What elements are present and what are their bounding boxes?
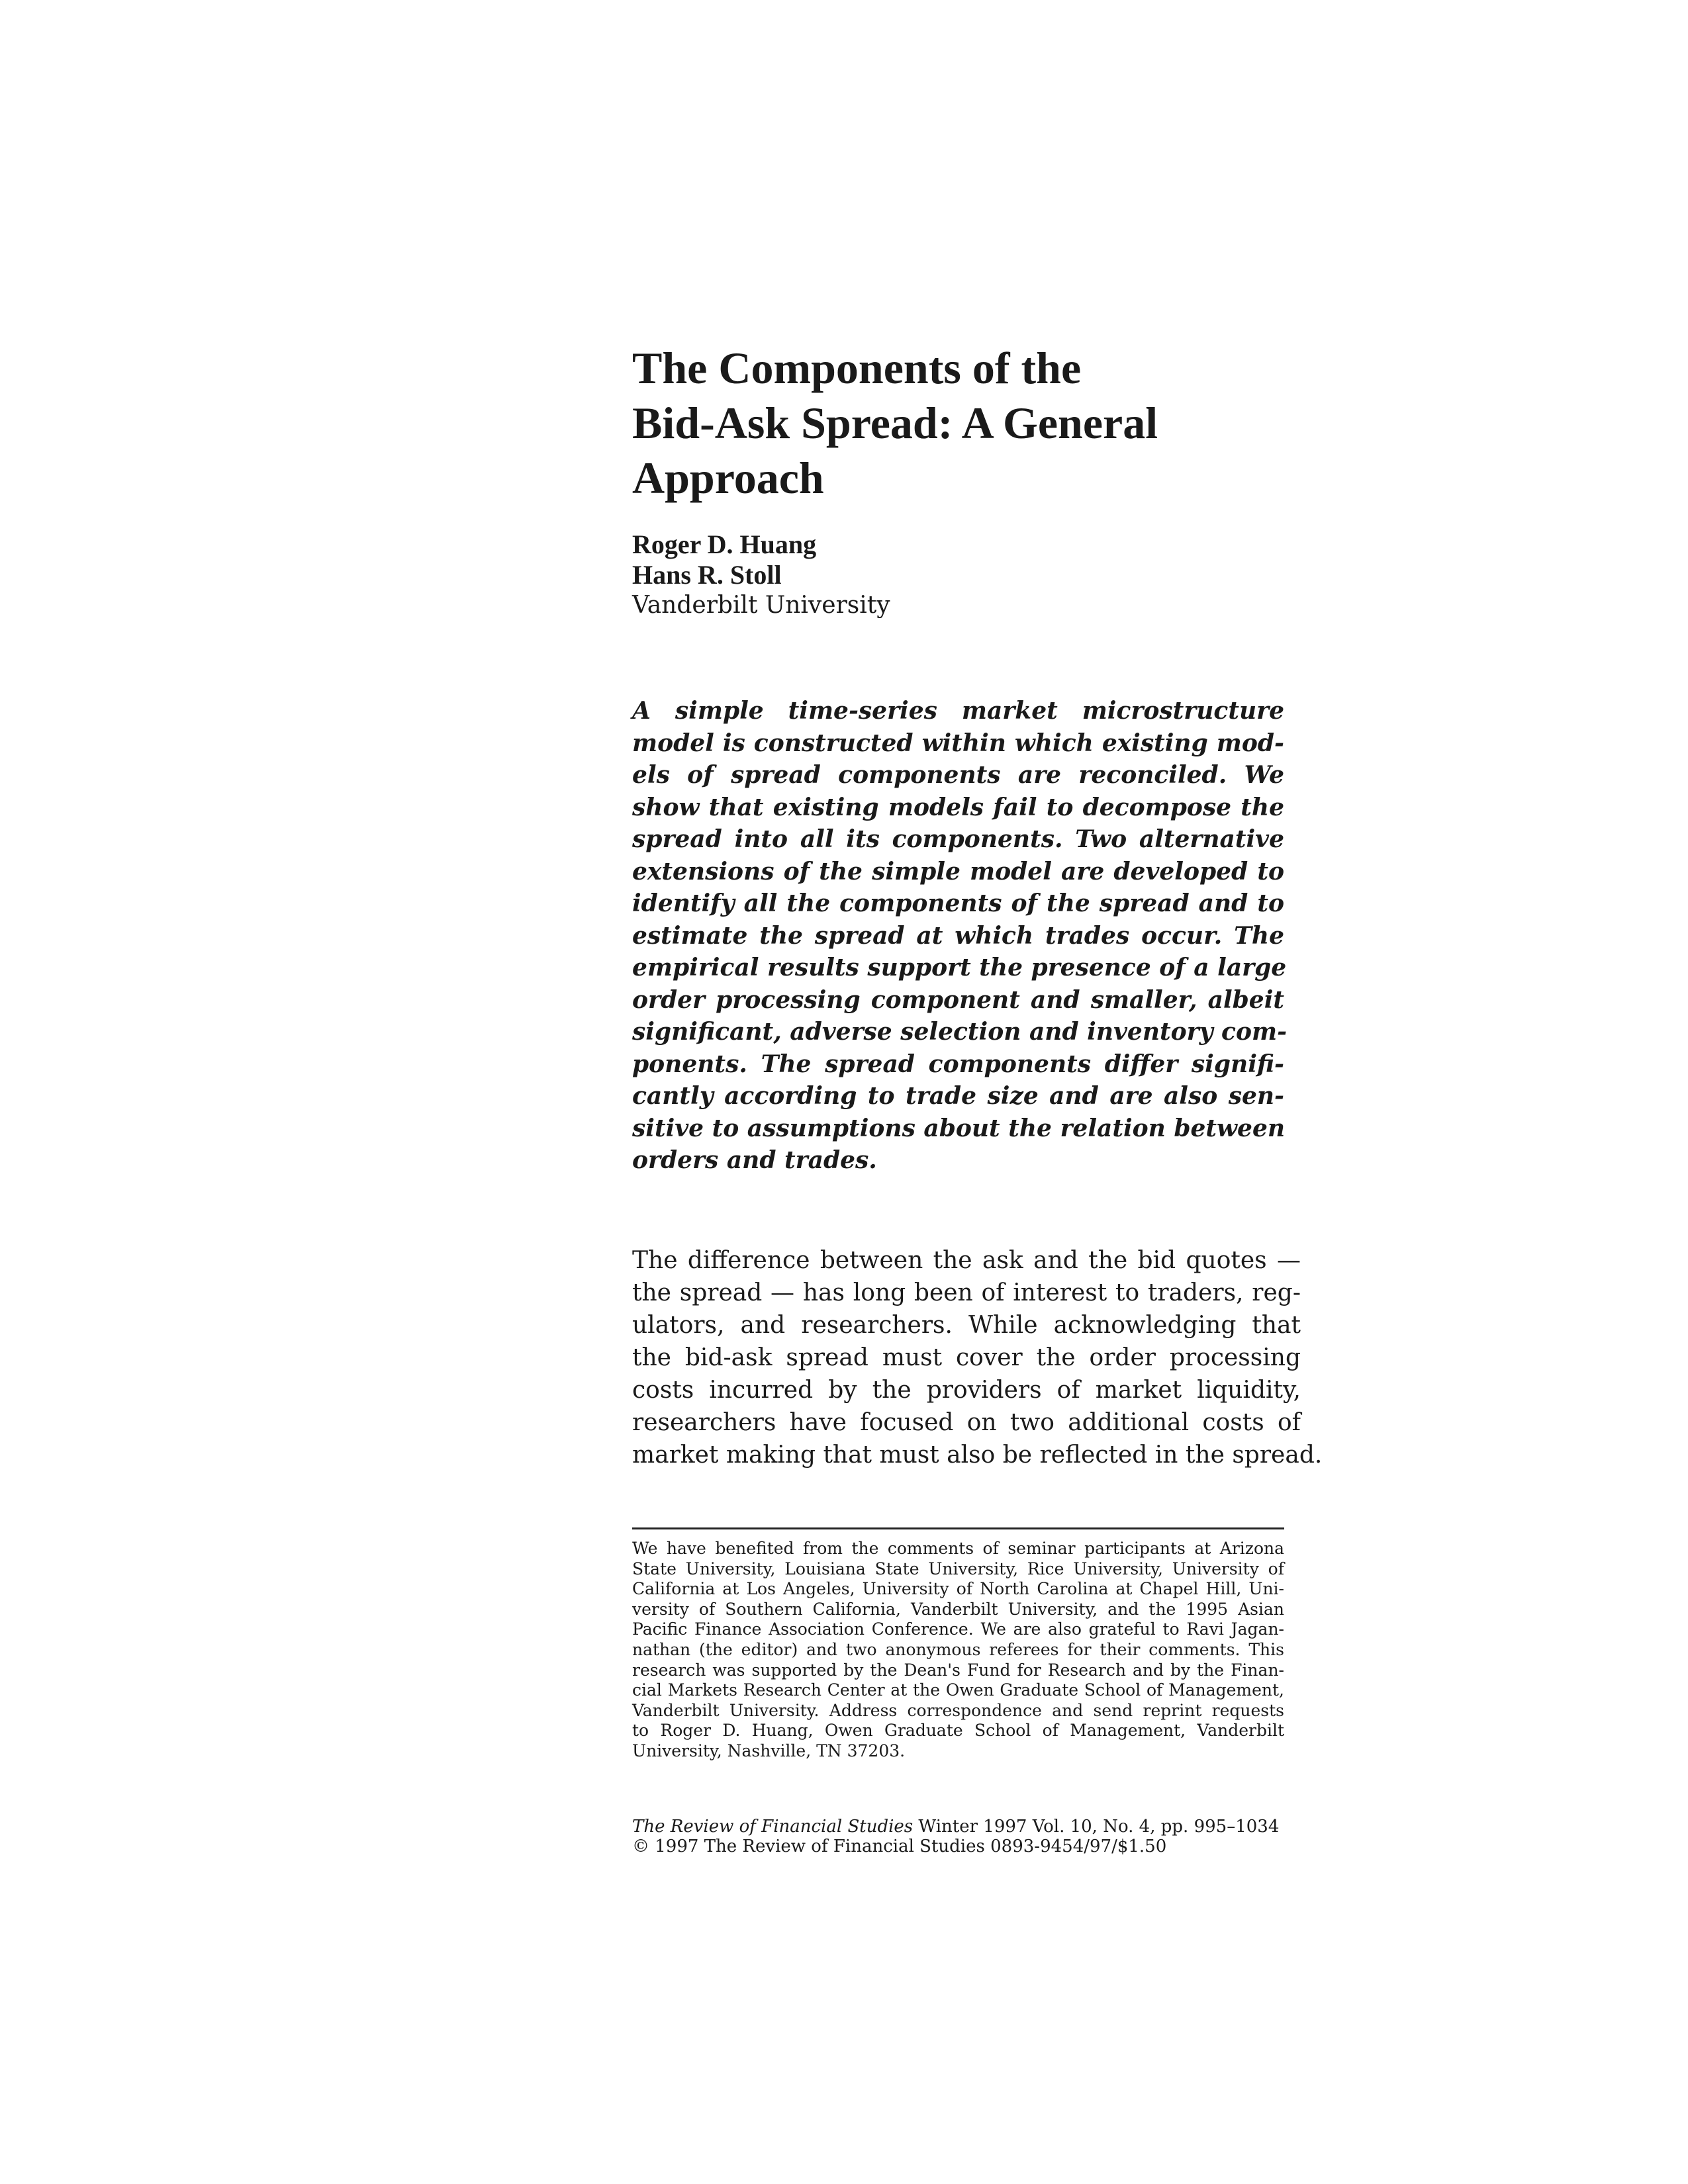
author-name: Hans R. Stoll: [632, 560, 782, 590]
abstract-line: show that existing models fail to decompose the: [632, 793, 1284, 821]
body-line: the spread — has long been of interest to traders, reg-: [632, 1279, 1301, 1306]
footnote-line: Pacific Finance Association Conference. We are also grateful to Ravi Jagan-: [632, 1619, 1284, 1639]
abstract-line: cantly according to trade size and are also sen-: [632, 1082, 1284, 1110]
footnote-line: research was supported by the Dean's Fund for Research and by the Finan-: [632, 1660, 1284, 1680]
body-line: the bid-ask spread must cover the order processing: [632, 1344, 1301, 1371]
author-block: [632, 529, 1301, 621]
abstract-line: significant, adverse selection and inventory com-: [632, 1018, 1288, 1046]
author-affiliation: Vanderbilt University: [632, 592, 890, 619]
body-line: researchers have focused on two additional costs of: [632, 1409, 1301, 1436]
body-line: costs incurred by the providers of market liquidity,: [632, 1377, 1301, 1404]
footnote-line: State University, Louisiana State University, Rice University, University of: [632, 1559, 1284, 1578]
footnote-line: Vanderbilt University. Address correspondence and send reprint requests: [632, 1700, 1284, 1720]
footnote-line: University, Nashville, TN 37203.: [632, 1741, 906, 1760]
footnote-line: cial Markets Research Center at the Owen Graduate School of Management,: [632, 1680, 1284, 1700]
title-line: The Components of the: [632, 343, 1082, 393]
body-line: ulators, and researchers. While acknowledging that: [632, 1312, 1301, 1339]
abstract-line: identify all the components of the spread and to: [632, 889, 1284, 917]
issue-info: Winter 1997 Vol. 10, No. 4, pp. 995–1034: [913, 1817, 1280, 1837]
abstract: [632, 695, 1288, 1177]
title-line: Approach: [632, 453, 824, 503]
paper-title: [632, 341, 1301, 506]
abstract-line: ponents. The spread components differ signifi-: [632, 1050, 1284, 1078]
footnote-line: California at Los Angeles, University of North Carolina at Chapel Hill, Uni-: [632, 1579, 1284, 1599]
body-line: market making that must also be reflected in the spread.: [632, 1441, 1323, 1469]
abstract-line: extensions of the simple model are developed to: [632, 857, 1284, 886]
abstract-line: order processing component and smaller, albeit: [632, 985, 1284, 1014]
title-line: Bid-Ask Spread: A General: [632, 398, 1158, 448]
abstract-line: spread into all its components. Two alternative: [632, 825, 1284, 853]
abstract-line: sitive to assumptions about the relation between: [632, 1114, 1286, 1142]
abstract-line: empirical results support the presence of a large: [632, 954, 1287, 981]
copyright-line: © 1997 The Review of Financial Studies 0893-9454/97/$1.50: [632, 1837, 1167, 1856]
intro-paragraph: [632, 1244, 1323, 1471]
footnote-line: versity of Southern California, Vanderbilt University, and the 1995 Asian: [632, 1599, 1284, 1619]
journal-name: The Review of Financial Studies: [632, 1817, 914, 1837]
abstract-line: model is constructed within which existing mod-: [632, 729, 1284, 757]
footnote-divider: [632, 1527, 1284, 1529]
abstract-line: orders and trades.: [632, 1146, 877, 1174]
footnote-line: to Roger D. Huang, Owen Graduate School of Management, Vanderbilt: [632, 1721, 1284, 1741]
acknowledgment-footnote: [632, 1539, 1284, 1762]
body-line: The difference between the ask and the bid quotes —: [632, 1247, 1301, 1274]
footnote-line: nathan (the editor) and two anonymous referees for their comments. This: [632, 1639, 1284, 1659]
journal-citation: [632, 1817, 1284, 1856]
author-name: Roger D. Huang: [632, 529, 817, 559]
abstract-line: estimate the spread at which trades occur. The: [632, 921, 1284, 950]
citation-line: [632, 1817, 1284, 1837]
footnote-line: We have benefited from the comments of seminar participants at Arizona: [632, 1539, 1284, 1558]
abstract-line: els of spread components are reconciled. We: [632, 761, 1284, 789]
abstract-line: A simple time-series market microstructure: [632, 697, 1284, 725]
